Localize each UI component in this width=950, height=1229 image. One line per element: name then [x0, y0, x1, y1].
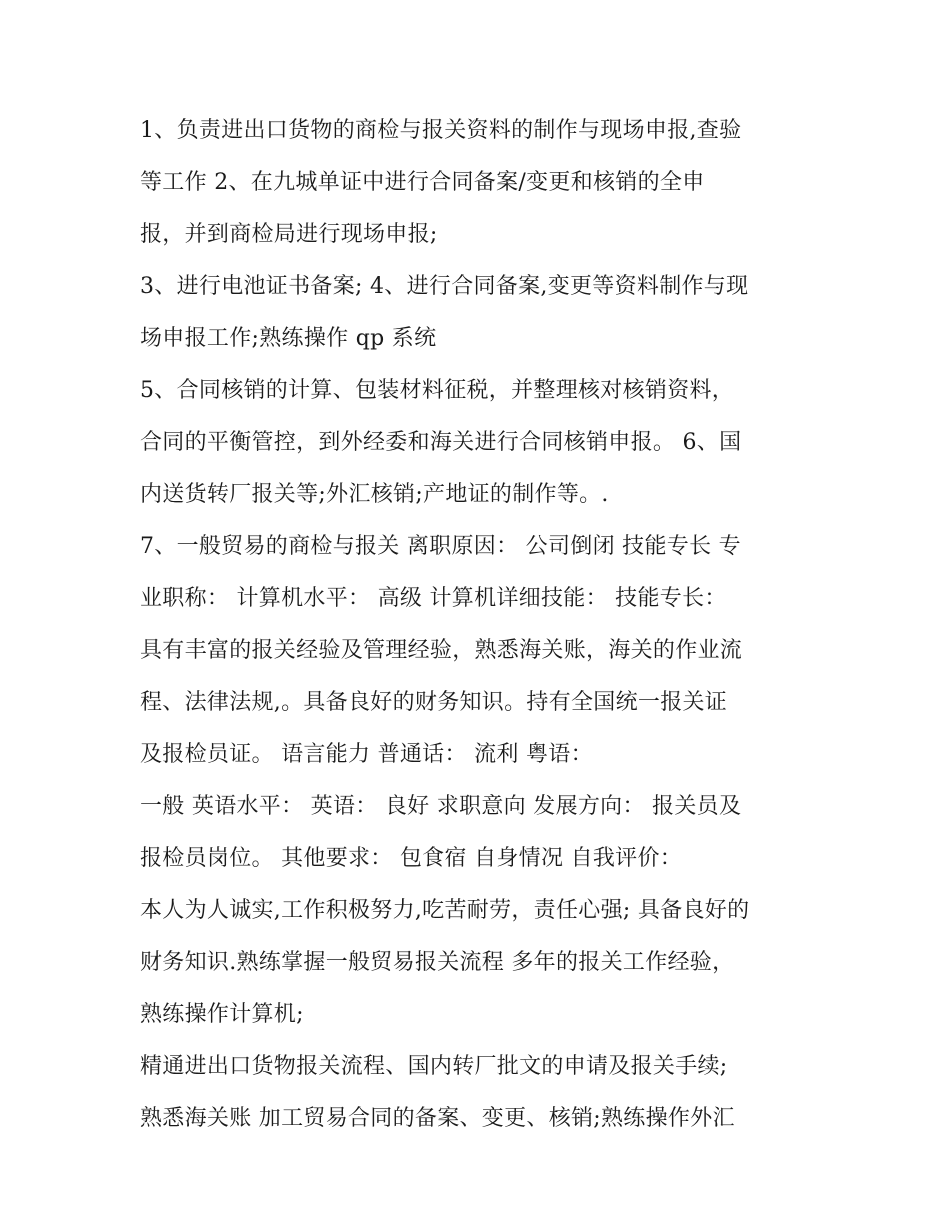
text-line: 场申报工作;熟练操作 qp 系统	[140, 326, 437, 351]
text-line: 熟练操作计算机;	[140, 1002, 304, 1027]
text-line: 等工作 2、在九城单证中进行合同备案/变更和核销的全申	[140, 170, 705, 195]
text-line: 本人为人诚实,工作积极努力,吃苦耐劳，责任心强; 具备良好的	[140, 898, 750, 923]
text-line: 报，并到商检局进行现场申报;	[140, 222, 438, 247]
text-line: 财务知识.熟练掌握一般贸易报关流程 多年的报关工作经验，	[140, 950, 735, 975]
text-line: 3、进行电池证书备案; 4、进行合同备案,变更等资料制作与现	[140, 274, 749, 299]
text-line: 熟悉海关账 加工贸易合同的备案、变更、核销;熟练操作外汇	[140, 1106, 735, 1131]
text-line: 合同的平衡管控，到外经委和海关进行合同核销申报。 6、国	[140, 430, 742, 455]
text-line: 一般 英语水平： 英语： 良好 求职意向 发展方向： 报关员及	[140, 794, 742, 819]
text-line: 业职称： 计算机水平： 高级 计算机详细技能： 技能专长：	[140, 586, 727, 611]
text-line: 精通进出口货物报关流程、国内转厂批文的申请及报关手续;	[140, 1054, 728, 1079]
text-line: 5、合同核销的计算、包装材料征税，并整理核对核销资料，	[140, 378, 735, 403]
text-line: 报检员岗位。 其他要求： 包食宿 自身情况 自我评价：	[140, 846, 683, 871]
text-line: 及报检员证。 语言能力 普通话： 流利 粤语：	[140, 742, 593, 767]
text-line: 程、法律法规,。具备良好的财务知识。持有全国统一报关证	[140, 690, 728, 715]
document-body	[140, 105, 820, 1145]
text-line: 内送货转厂报关等;外汇核销;产地证的制作等。.	[140, 482, 609, 507]
text-line: 1、负责进出口货物的商检与报关资料的制作与现场申报,查验	[140, 118, 742, 143]
text-line: 7、一般贸易的商检与报关 离职原因： 公司倒闭 技能专长 专	[140, 534, 741, 559]
text-line: 具有丰富的报关经验及管理经验，熟悉海关账，海关的作业流	[140, 638, 743, 663]
